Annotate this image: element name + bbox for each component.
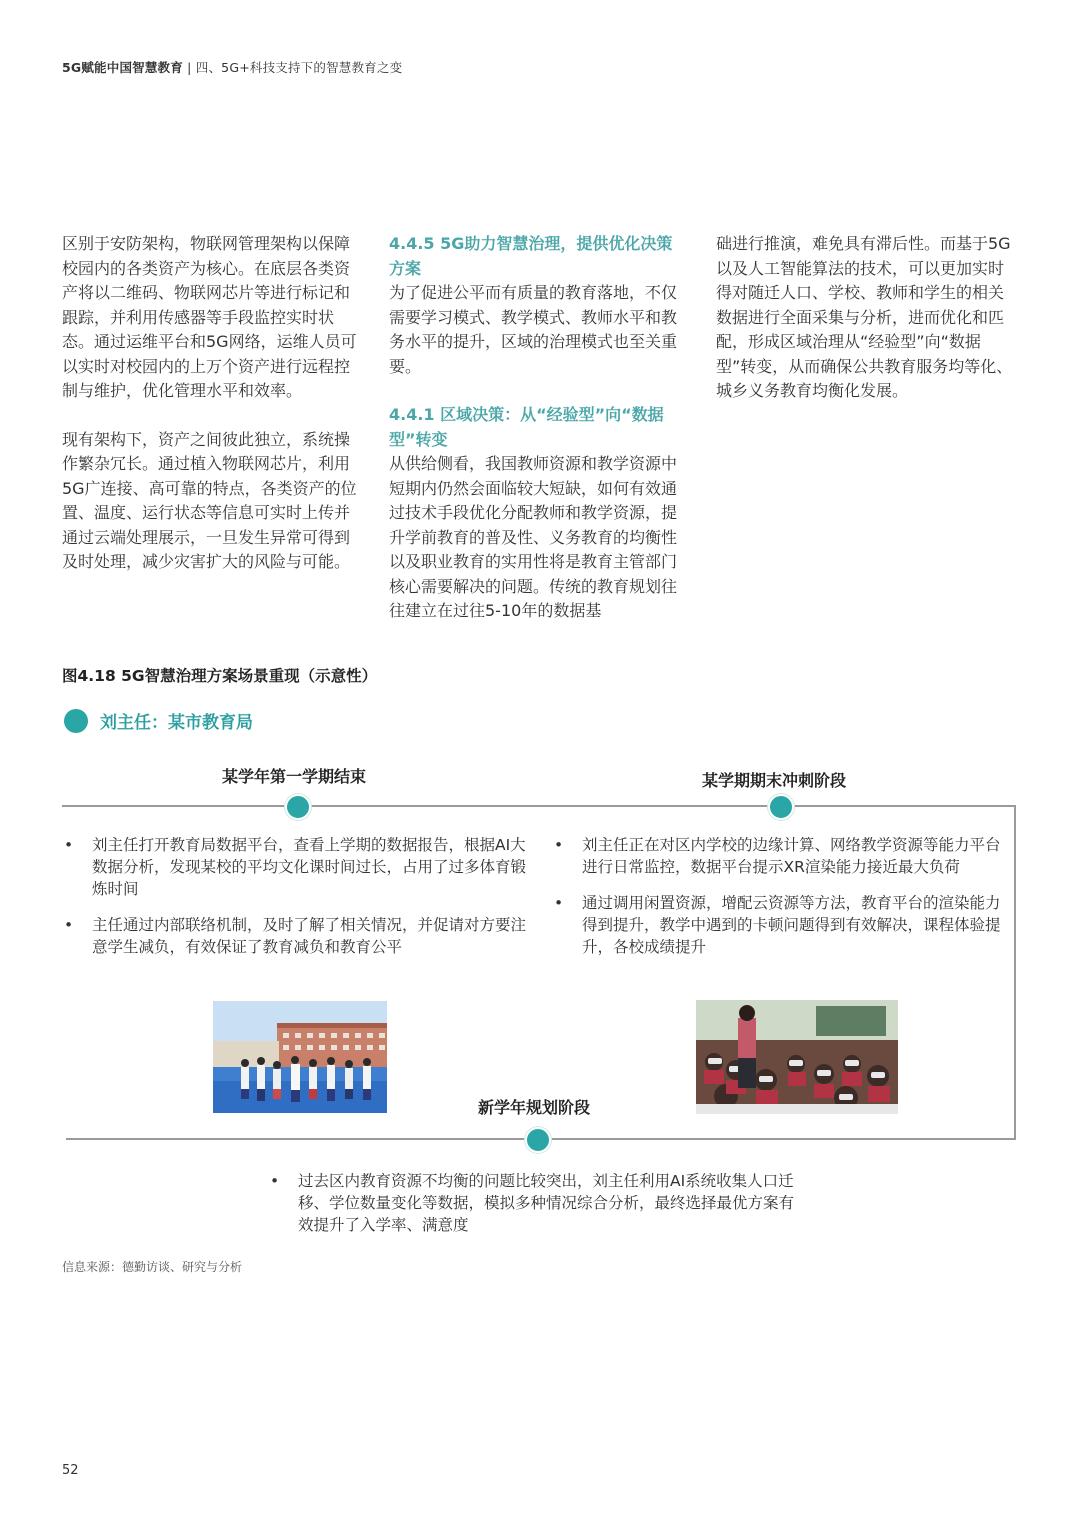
paragraph: 从供给侧看，我国教师资源和教学资源中短期内仍然会面临较大短缺，如何有效通过技术手段优化分配教师和教学资源，提升学前教育的普及性、义务教育的均衡性以及职业教育的实用性将是教育主管部门核心需要解决的问题。传统的教育规划往往建立在过往5-10年的数据基 (389, 454, 678, 620)
phase-2-bullets (552, 834, 1004, 972)
photo-classroom (696, 1000, 898, 1114)
figure-title: 图4.18 5G智慧治理方案场景重现（示意性） (62, 667, 378, 685)
bullet-item: • 通过调用闲置资源，增配云资源等方法，教育平台的渲染能力得到提升，教学中遇到的卡顿问题得到有效解决，课程体验提升，各校成绩提升 (552, 892, 1004, 958)
photo-schoolyard (213, 1001, 387, 1113)
section-heading: 4.4.5 5G助力智慧治理，提供优化决策方案 (389, 234, 673, 278)
paragraph: 为了促进公平而有质量的教育落地，不仅需要学习模式、教学模式、教师水平和教务水平的提升，区域的治理模式也至关重要。 (389, 283, 678, 376)
timeline-node-3 (525, 1127, 551, 1153)
bullet-item: • 主任通过内部联络机制，及时了解了相关情况，并促请对方要注意学生减负，有效保证了教育减负和教育公平 (62, 914, 532, 958)
header-separator: | (187, 60, 192, 75)
paragraph: 础进行推演，难免具有滞后性。而基于5G以及人工智能算法的技术，可以更加实时得对随迁人口、学校、教师和学生的相关数据进行全面采集与分析，进而优化和匹配，形成区域治理从“经验型”向“数据型”转变，从而确保公共教育服务均等化、城乡义务教育均衡化发展。 (716, 234, 1013, 400)
timeline-node-1 (285, 794, 311, 820)
phase-1-title: 某学年第一学期结束 (222, 767, 367, 786)
header-brand: 5G赋能中国智慧教育 (62, 60, 183, 75)
persona-label: 刘主任：某市教育局 (100, 713, 253, 733)
phase-3-bullets (268, 1170, 808, 1250)
schoolyard-illustration (213, 1001, 387, 1113)
phase-2-title: 某学期期末冲刺阶段 (702, 771, 847, 790)
bullet-item: • 过去区内教育资源不均衡的问题比较突出，刘主任利用AI系统收集人口迁移、学位数量变化等数据，模拟多种情况综合分析，最终选择最优方案有效提升了入学率、满意度 (268, 1170, 808, 1236)
subsection-heading: 4.4.1 区域决策：从“经验型”向“数据型”转变 (389, 405, 664, 449)
figure-source: 信息来源：德勤访谈、研究与分析 (62, 1260, 243, 1274)
bullet-item: • 刘主任打开教育局数据平台，查看上学期的数据报告，根据AI大数据分析，发现某校的平均文化课时间过长，占用了过多体育锻炼时间 (62, 834, 532, 900)
timeline-node-2 (768, 794, 794, 820)
phase-1-bullets (62, 834, 532, 972)
header-section: 四、5G+科技支持下的智慧教育之变 (195, 60, 403, 75)
phase-3-title: 新学年规划阶段 (478, 1098, 591, 1117)
paragraph: 区别于安防架构，物联网管理架构以保障校园内的各类资产为核心。在底层各类资产将以二维码、物联网芯片等进行标记和跟踪，并利用传感器等手段监控实时状态。通过运维平台和5G网络，运维人员可以实时对校园内的上万个资产进行远程控制与维护，优化管理水平和效率。 (62, 234, 357, 400)
classroom-illustration (696, 1000, 898, 1114)
bullet-item: • 刘主任正在对区内学校的边缘计算、网络教学资源等能力平台进行日常监控，数据平台提示XR渲染能力接近最大负荷 (552, 834, 1004, 878)
page-number: 52 (62, 1463, 79, 1478)
paragraph: 现有架构下，资产之间彼此独立，系统操作繁杂冗长。通过植入物联网芯片，利用5G广连接、高可靠的特点，各类资产的位置、温度、运行状态等信息可实时上传并通过云端处理展示，一旦发生异常可得到及时处理，减少灾害扩大的风险与可能。 (62, 429, 357, 571)
